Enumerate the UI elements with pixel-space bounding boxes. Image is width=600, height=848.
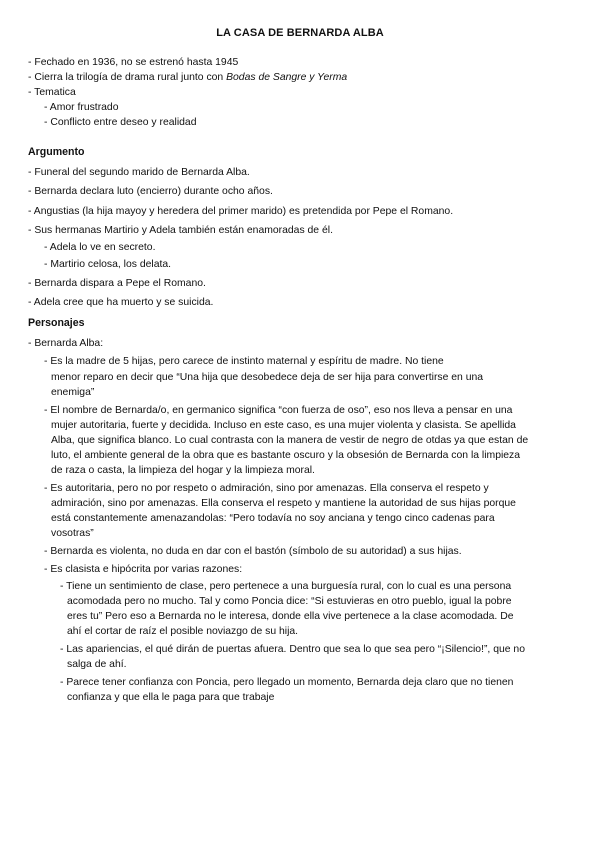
reason-item [28, 675, 568, 705]
list-item: - Tematica [28, 87, 76, 99]
list-item: - Cierra la trilogía de drama rural junto con Bodas de Sangre y Yerma [28, 72, 348, 84]
paragraph-line: - Es autoritaria, pero no por respeto o admiración, sino por amenazas. Ella conserva el respeto y [44, 483, 489, 495]
paragraph-line: de raza o casta, la limpieza del hogar y la limpieza moral. [51, 464, 315, 476]
paragraph-line: Alba, que significa blanco. Lo cual contrasta con la manera de vestir de negro de otdas ya que estan de [51, 434, 529, 446]
list-item: - Bernarda Alba: [28, 338, 104, 350]
paragraph-line: confianza y que ella le paga para que trabaje [67, 692, 275, 704]
reason-item [28, 642, 568, 672]
list-item: - Bernarda dispara a Pepe el Romano. [28, 277, 206, 289]
sub-list-item: - Conflicto entre deseo y realidad [44, 117, 197, 129]
bernarda-point [28, 562, 568, 577]
paragraph-line: enemiga” [51, 386, 95, 398]
sub-list-item: - Adela lo ve en secreto. [44, 241, 156, 253]
bernarda-point [28, 481, 568, 541]
list-item: - Fechado en 1936, no se estrenó hasta 1945 [28, 57, 239, 68]
list-item: - Funeral del segundo marido de Bernarda Alba. [28, 167, 250, 179]
reason-item [28, 579, 568, 639]
sub-list-item: - Amor frustrado [44, 102, 119, 114]
paragraph-line: mujer autoritaria, fuerte y decidida. Incluso en este caso, es una mujer violenta y clasista. Se apellida [51, 419, 516, 431]
section-heading: Personajes [28, 317, 85, 329]
paragraph-line: eres tu” Pero eso a Bernarda no le interesa, donde ella vive pertenece a la clase acomodada. De [67, 610, 514, 622]
page-title: LA CASA DE BERNARDA ALBA [216, 27, 384, 39]
paragraph-line: - Bernarda es violenta, no duda en dar con el bastón (símbolo de su autoridad) a sus hijas. [44, 546, 462, 558]
bernarda-point [28, 403, 568, 478]
list-item: - Sus hermanas Martirio y Adela también están enamoradas de él. [28, 224, 333, 236]
list-item: - Bernarda declara luto (encierro) durante ocho años. [28, 186, 273, 198]
section-personajes [28, 316, 568, 705]
sub-list-item: - Martirio celosa, los delata. [44, 258, 172, 270]
bernarda-point [28, 354, 568, 399]
paragraph-line: - El nombre de Bernarda/o, en germanico significa “con fuerza de oso”, eso nos lleva a pensar en una [44, 404, 513, 416]
intro-list [28, 55, 568, 130]
list-item: - Angustias (la hija mayoy y heredera del primer marido) es pretendida por Pepe el Romano. [28, 205, 454, 217]
paragraph-line: - Tiene un sentimiento de clase, pero pertenece a una burguesía rural, con lo cual es una persona [60, 580, 512, 592]
section-heading: Argumento [28, 146, 85, 158]
list-item: - Adela cree que ha muerto y se suicida. [28, 296, 214, 308]
paragraph-line: vosotras” [51, 528, 94, 540]
paragraph-line: menor reparo en decir que “Una hija que desobedece deja de ser hija para convertirse en una [51, 371, 484, 383]
paragraph-line: ahí el cortar de raíz el posible noviazgo de su hija. [67, 625, 299, 637]
italic-titles: Bodas de Sangre y Yerma [226, 72, 348, 84]
paragraph-line: - Parece tener confianza con Poncia, pero llegado un momento, Bernarda deja claro que no tienen [60, 677, 514, 688]
bernarda-point [28, 544, 568, 559]
section-argumento [28, 145, 568, 310]
paragraph-line: salga de ahí. [67, 658, 127, 670]
paragraph-line: - Las apariencias, el qué dirán de puertas afuera. Dentro que sea lo que sea pero “¡Silencio!”, que no [60, 643, 525, 655]
paragraph-line: acomodada pero no mucho. Tal y como Poncia dice: “Si estuvieras en otro pueblo, igual la pobre [67, 595, 512, 607]
paragraph-line: está constantemente amenazandolas: “Pero todavía no soy anciana y tengo cinco cadenas para [51, 513, 495, 525]
paragraph-line: - Es la madre de 5 hijas, pero carece de instinto maternal y espíritu de madre. No tiene [44, 356, 444, 368]
paragraph-line: admiración, sino por amenazas. Ella conserva el respeto y mantiene la autoridad de sus hijas porque [51, 498, 516, 510]
paragraph-line: luto, el ambiente general de la obra que es bastante oscuro y la obsesión de Bernarda con la limpieza [51, 449, 521, 461]
paragraph-line: - Es clasista e hipócrita por varias razones: [44, 564, 243, 576]
